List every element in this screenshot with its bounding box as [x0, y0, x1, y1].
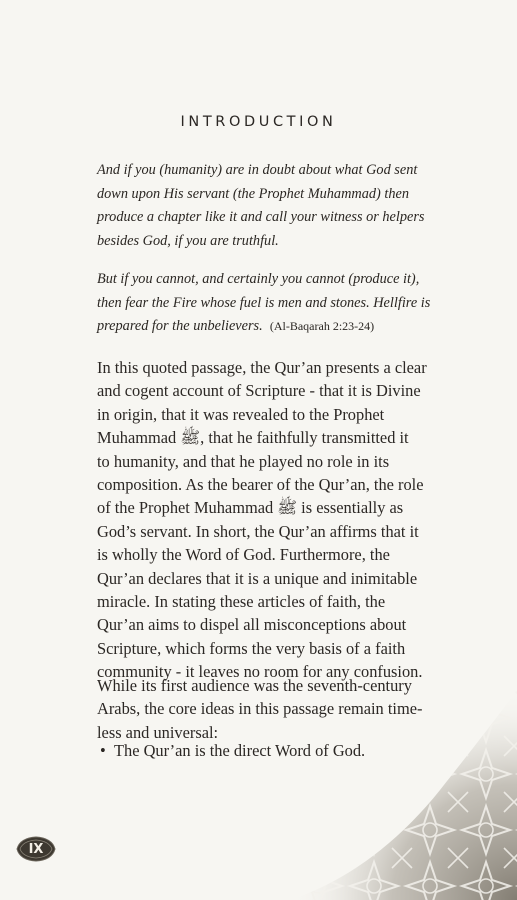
paragraph-line: In this quoted passage, the Qur’an presents a clear: [97, 358, 427, 377]
page-number: IX: [28, 841, 44, 857]
quote-line: then fear the Fire whose fuel is men and stones. Hellfire is: [97, 294, 431, 311]
paragraph-line: Scripture, which forms the very basis of a faith: [97, 638, 406, 658]
paragraph-line: is wholly the Word of God. Furthermore, the: [97, 545, 390, 565]
page-title: INTRODUCTION: [180, 114, 337, 130]
quote-reference: (Al-Baqarah 2:23-24): [269, 319, 375, 333]
list-item-text: The Qur’an is the direct Word of God.: [114, 741, 366, 760]
paragraph-line: Muhammad ﷺ, that he faithfully transmitted it: [97, 428, 409, 448]
quote-line: But if you cannot, and certainly you cannot (produce it),: [97, 271, 420, 287]
paragraph-line: less and universal:: [97, 722, 219, 742]
paragraph-line: community - it leaves no room for any confusion.: [97, 662, 423, 682]
quote-line: And if you (humanity) are in doubt about what God sent: [97, 162, 418, 178]
quote-line: down upon His servant (the Prophet Muhammad) then: [97, 185, 409, 202]
paragraph-line: miracle. In stating these articles of faith, the: [97, 592, 386, 612]
epigraph-quote-1: [97, 159, 437, 253]
quote-line: produce a chapter like it and call your witness or helpers: [97, 209, 425, 225]
paragraph-line: Qur’an declares that it is a unique and inimitable: [97, 568, 418, 588]
bullet-icon: •: [100, 741, 106, 760]
paragraph-line: composition. As the bearer of the Qur’an, the role: [97, 475, 424, 495]
paragraph-line: Qur’an aims to dispel all misconceptions about: [97, 615, 407, 635]
body-paragraph-1: [97, 356, 437, 684]
quote-text: prepared for the unbelievers.: [97, 318, 263, 334]
body-paragraph-2: [97, 674, 437, 744]
paragraph-line: and cogent account of Scripture - that it is Divine: [97, 381, 421, 401]
list-item: [100, 739, 430, 762]
paragraph-line: God’s servant. In short, the Qur’an affirms that it: [97, 521, 419, 541]
quote-line: [97, 315, 437, 339]
epigraph-quote-2: [97, 268, 437, 339]
quote-line: besides God, if you are truthful.: [97, 232, 279, 249]
paragraph-line: Arabs, the core ideas in this passage remain time-: [97, 699, 423, 719]
bullet-list: [100, 739, 430, 762]
paragraph-line: in origin, that it was revealed to the Prophet: [97, 404, 385, 424]
paragraph-line: to humanity, and that he played no role in its: [97, 451, 390, 471]
paragraph-line: of the Prophet Muhammad ﷺ is essentially as: [97, 498, 404, 518]
paragraph-line: While its first audience was the seventh-century: [97, 676, 412, 695]
